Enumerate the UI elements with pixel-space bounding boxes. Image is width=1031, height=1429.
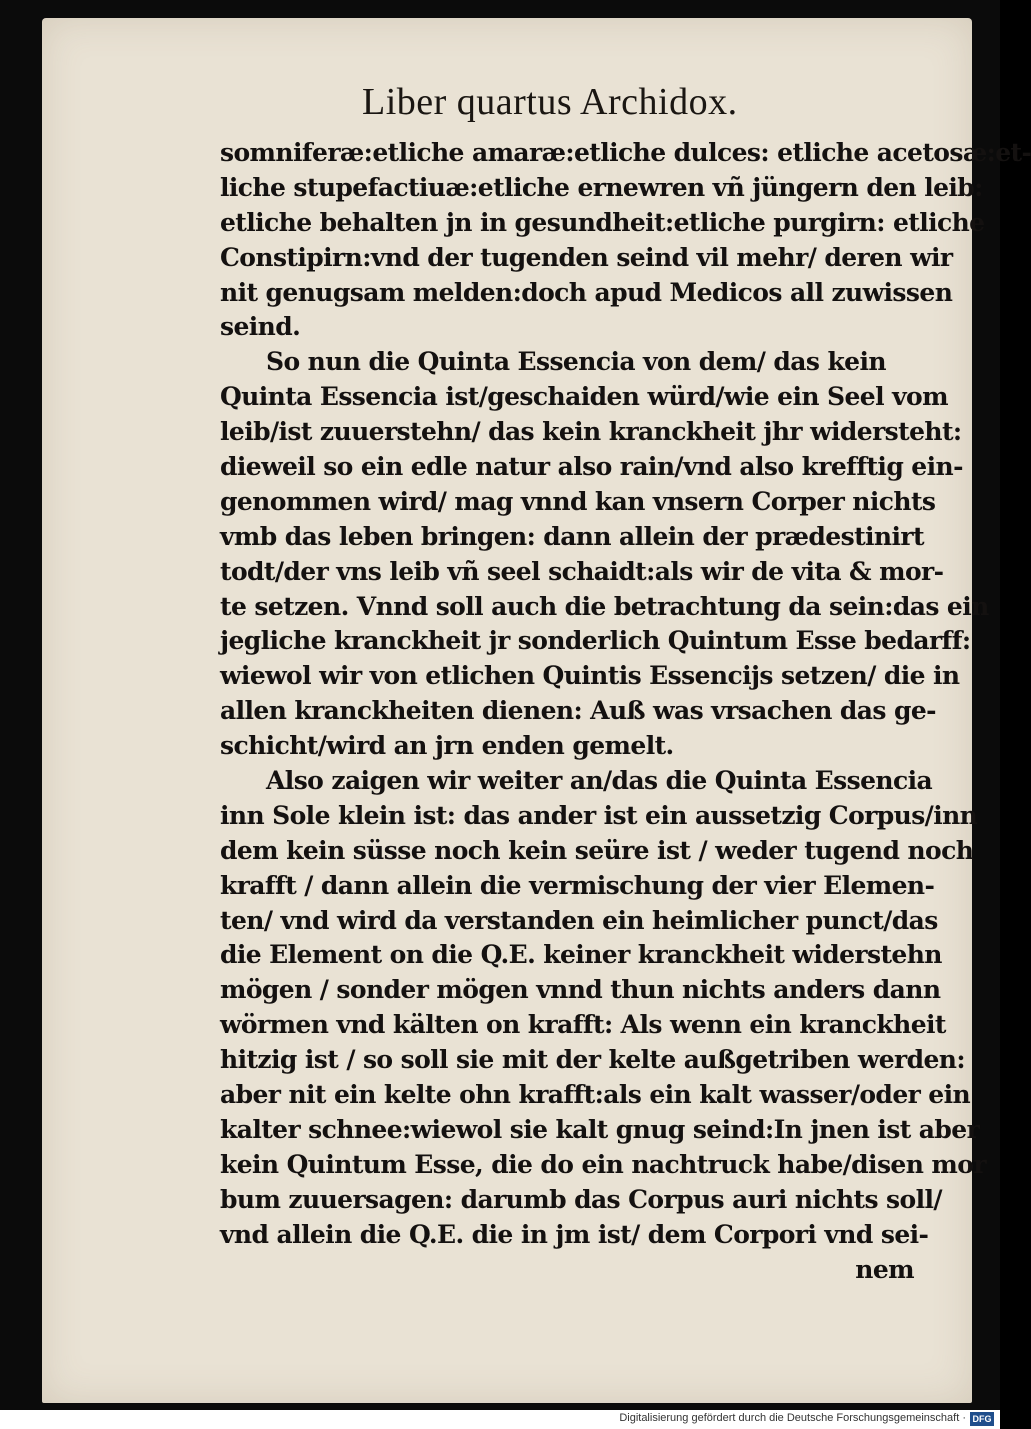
text-line: genommen wird/ mag vnnd kan vnsern Corper nichts [220, 486, 936, 516]
text-line: vnd allein die Q.E. die in jm ist/ dem Corpori vnd sei- [220, 1219, 929, 1249]
text-line: hitzig ist / so soll sie mit der kelte außgetriben werden: [220, 1045, 966, 1075]
text-line: etliche behalten jn in gesundheit:etliche purgirn: etliche [220, 207, 985, 237]
text-line: kalter schnee:wiewol sie kalt gnug seind:In jnen ist aber [220, 1114, 980, 1144]
text-line: krafft / dann allein die vermischung der vier Elemen- [220, 870, 935, 900]
text-line: seind. [220, 312, 301, 342]
text-line: aber nit ein kelte ohn krafft:als ein kalt wasser/oder ein [220, 1080, 971, 1110]
text-line: vmb das leben bringen: dann allein der prædestinirt [220, 521, 924, 551]
text-line: somniferæ:etliche amaræ:etliche dulces: etliche acetosæ:et- [220, 138, 1031, 167]
text-line: wörmen vnd kälten on krafft: Als wenn ein kranckheit [220, 1010, 946, 1040]
text-line: mögen / sonder mögen vnnd thun nichts anders dann [220, 975, 941, 1005]
footer-bar [0, 1410, 1000, 1429]
running-head: Liber quartus Archidox. [362, 81, 738, 123]
text-line: bum zuuersagen: darumb das Corpus auri nichts soll/ [220, 1184, 942, 1214]
catchword: nem [855, 1254, 914, 1284]
funding-notice: Digitalisierung gefördert durch die Deutsche Forschungsgemeinschaft · [619, 1412, 966, 1424]
text-line: nit genugsam melden:doch apud Medicos all zuwissen [220, 277, 953, 307]
text-line: kein Quintum Esse, die do ein nachtruck habe/disen mor [220, 1149, 986, 1179]
text-line: liche stupefactiuæ:etliche ernewren vñ jüngern den leib: [220, 172, 983, 202]
book-page [42, 18, 1031, 1403]
text-line: jegliche kranckheit jr sonderlich Quintum Esse bedarff: [220, 626, 971, 656]
dfg-logo-icon: DFG [970, 1412, 994, 1426]
text-line: dem kein süsse noch kein seüre ist / weder tugend noch [220, 835, 974, 865]
text-line: todt/der vns leib vñ seel schaidt:als wir de vita & mor- [220, 556, 944, 586]
text-line: schicht/wird an jrn enden gemelt. [220, 731, 674, 761]
text-line: Also zaigen wir weiter an/das die Quinta Essencia [266, 766, 933, 796]
text-line: dieweil so ein edle natur also rain/vnd also krefftig ein- [220, 452, 963, 482]
text-line: leib/ist zuuerstehn/ das kein kranckheit jhr widersteht: [220, 417, 962, 447]
text-line: wiewol wir von etlichen Quintis Essencijs setzen/ die in [220, 661, 960, 691]
text-line: die Element on die Q.E. keiner kranckheit widerstehn [220, 940, 942, 970]
text-line: inn Sole klein ist: das ander ist ein aussetzig Corpus/inn [220, 800, 978, 830]
text-line: ten/ vnd wird da verstanden ein heimlicher punct/das [220, 905, 938, 935]
text-line: te setzen. Vnnd soll auch die betrachtung da sein:das ein [220, 591, 989, 621]
text-line: allen kranckheiten dienen: Auß was vrsachen das ge- [220, 696, 936, 726]
text-line: Constipirn:vnd der tugenden seind vil mehr/ deren wir [220, 242, 953, 272]
text-line: So nun die Quinta Essencia von dem/ das kein [266, 347, 886, 377]
body-text [220, 136, 1031, 1287]
text-line: Quinta Essencia ist/geschaiden würd/wie ein Seel vom [220, 382, 948, 412]
